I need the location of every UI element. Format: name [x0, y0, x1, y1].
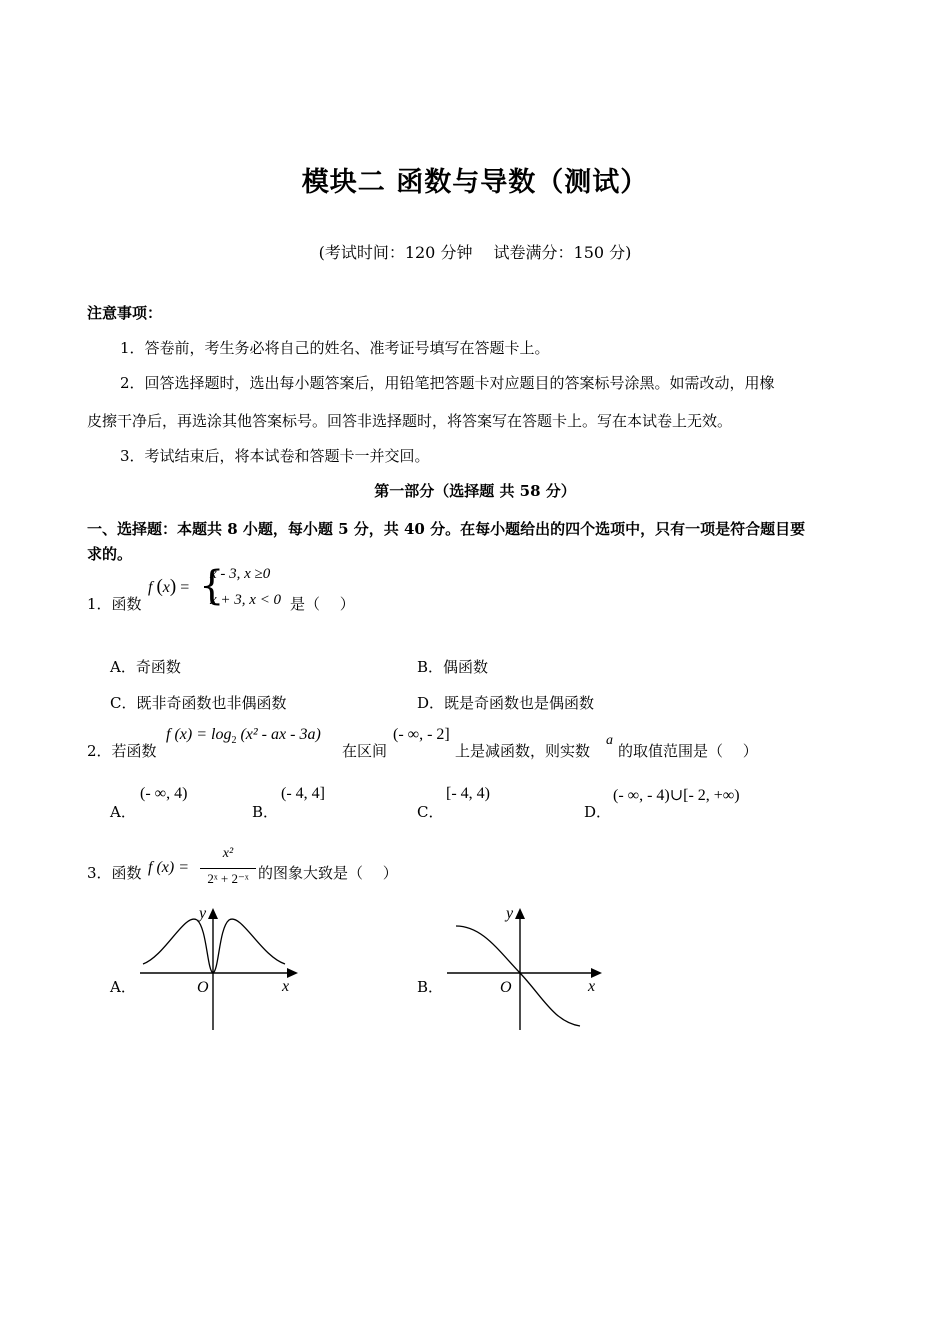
x-axis-arrow — [591, 968, 602, 978]
q2-log-argument: (x² - ax - 3a) — [240, 726, 321, 743]
curve — [143, 919, 285, 973]
q1-case-2: x + 3, x < 0 — [210, 592, 282, 608]
q1-option-a: A．奇函数 — [110, 658, 181, 676]
q2-func-text: f (x) = log — [166, 726, 232, 743]
q2-option-c-label: C． — [417, 803, 444, 821]
section1-instructions-line-1: 一、选择题：本题共 8 小题，每小题 5 分，共 40 分。在每小题给出的四个选项中，只有一项是符合题目要 — [87, 520, 806, 538]
page-title: 模块二 函数与导数（测试） — [301, 167, 649, 198]
q2-option-b-label: B． — [252, 803, 279, 821]
q2-interval: (- ∞, - 2] — [393, 726, 450, 743]
y-axis-label: y — [506, 905, 514, 922]
q1-brace: { — [199, 563, 225, 609]
y-axis-label: y — [199, 905, 207, 922]
q2-option-c: [- 4, 4) — [446, 785, 490, 802]
q2-option-d-label: D． — [584, 803, 612, 821]
q3-function: f (x) = — [148, 859, 189, 876]
q1-prefix: 1．函数 — [87, 595, 142, 613]
q2-log-base: 2 — [231, 735, 237, 747]
q3-prefix: 3．函数 — [87, 864, 142, 882]
q3-graph-b-label: B． — [417, 978, 444, 996]
q3-graph-a-label: A． — [110, 978, 136, 996]
q2-suffix: 的取值范围是（ ） — [618, 742, 758, 760]
notice-item-2-line-2: 皮擦干净后，再选涂其他答案标号。回答非选择题时，将答案写在答题卡上。写在本试卷上无效。 — [87, 412, 733, 430]
q1-suffix: 是（ ） — [290, 595, 355, 613]
q1-option-c: C．既非奇函数也非偶函数 — [110, 694, 287, 712]
q2-option-a: (- ∞, 4) — [140, 785, 188, 802]
x-axis-label: x — [588, 978, 596, 995]
y-axis-arrow — [515, 908, 525, 919]
q3-denominator: 2ˣ + 2⁻ˣ — [207, 871, 249, 886]
q3-fraction-bar — [200, 868, 256, 869]
q2-option-a-label: A． — [110, 803, 136, 821]
part1-heading: 第一部分（选择题 共 58 分） — [374, 482, 576, 500]
q1-function: f (x) = — [148, 576, 190, 597]
q2-prefix: 2．若函数 — [87, 742, 157, 760]
q1-case-1: x - 3, x ≥0 — [210, 566, 271, 582]
q1-option-b: B．偶函数 — [417, 658, 489, 676]
notice-heading: 注意事项： — [87, 304, 163, 322]
q2-option-d: (- ∞, - 4)∪[- 2, +∞) — [613, 787, 740, 804]
x-axis-arrow — [287, 968, 298, 978]
section1-instructions-line-2: 求的。 — [87, 545, 133, 563]
q2-variable: a — [606, 733, 613, 748]
q2-middle-text: 上是减函数，则实数 — [455, 742, 591, 760]
exam-info: (考试时间：120 分钟 试卷满分：150 分) — [318, 243, 632, 262]
q3-graph-a — [135, 898, 305, 1034]
origin-label: O — [500, 979, 512, 996]
notice-item-1: 1．答卷前，考生务必将自己的姓名、准考证号填写在答题卡上。 — [120, 339, 550, 357]
y-axis-arrow — [208, 908, 218, 919]
q3-numerator: x² — [222, 846, 234, 861]
q2-option-b: (- 4, 4] — [281, 785, 325, 802]
curve — [456, 926, 580, 1026]
origin-label: O — [197, 979, 209, 996]
x-axis-label: x — [282, 978, 290, 995]
q2-function — [166, 726, 321, 746]
q1-option-d: D．既是奇函数也是偶函数 — [417, 694, 595, 712]
notice-item-3: 3．考试结束后，将本试卷和答题卡一并交回。 — [120, 447, 430, 465]
q2-mid-text: 在区间 — [342, 742, 388, 760]
notice-item-2-line-1: 2．回答选择题时，选出每小题答案后，用铅笔把答题卡对应题目的答案标号涂黑。如需改动，用橡 — [120, 374, 775, 392]
q3-suffix: 的图象大致是（ ） — [258, 864, 398, 882]
q3-graph-b — [442, 898, 612, 1034]
